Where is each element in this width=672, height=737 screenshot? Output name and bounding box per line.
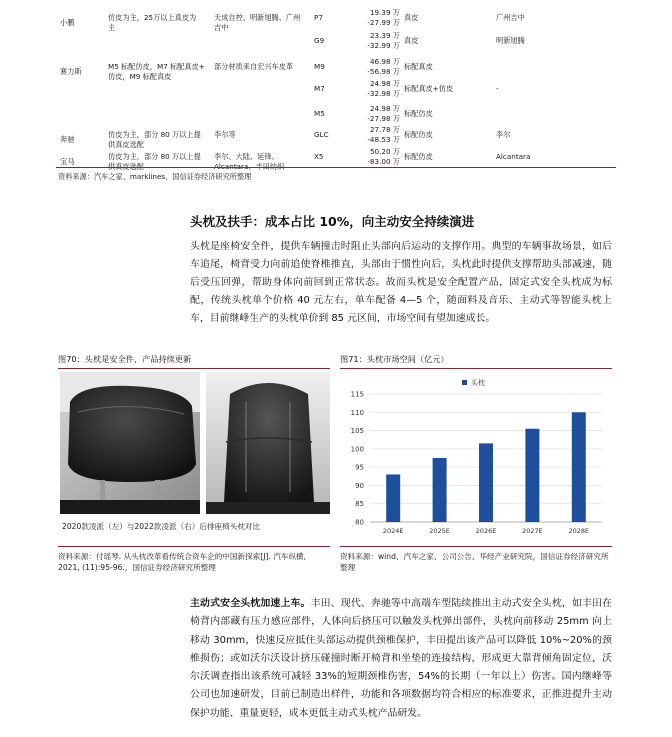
price-cell: 24.98 万 -32.98 万 bbox=[367, 79, 400, 98]
brand-cell: 奔驰 bbox=[60, 135, 75, 144]
fig71-top-rule bbox=[340, 368, 612, 369]
strategy-cell: M5 标配仿皮，M7 标配真皮+ 仿皮，M9 标配真皮 bbox=[108, 62, 205, 81]
x-tick-label: 2028E bbox=[568, 527, 590, 535]
material-cell: 标配仿皮 bbox=[404, 109, 433, 118]
direct-supplier-cell: 广州吉中 bbox=[496, 13, 525, 22]
material-cell: 标配仿皮 bbox=[404, 152, 433, 161]
material-cell: 标配真皮+仿皮 bbox=[404, 84, 454, 93]
supplier-cell: 天成自控、明新旭腾、广州 吉中 bbox=[214, 13, 301, 32]
y-tick-label: 80 bbox=[355, 518, 364, 527]
material-cell: 真皮 bbox=[404, 13, 419, 22]
supplier-cell: 部分材质来自宏兴车皮革 bbox=[214, 62, 294, 71]
legend-swatch bbox=[462, 380, 467, 385]
bar-2026E bbox=[479, 443, 493, 522]
y-tick-label: 90 bbox=[355, 481, 364, 490]
bar-2028E bbox=[572, 412, 586, 522]
model-cell: M9 bbox=[314, 62, 325, 71]
headrest-market-chart bbox=[340, 372, 610, 542]
y-tick-label: 85 bbox=[355, 500, 364, 509]
price-cell: 19.39 万 -27.99 万 bbox=[367, 8, 400, 27]
legend bbox=[462, 378, 485, 387]
direct-supplier-cell: 李尔 bbox=[496, 130, 511, 139]
material-cell: 标配真皮 bbox=[404, 62, 433, 71]
y-tick-label: 105 bbox=[350, 427, 364, 436]
model-cell: X5 bbox=[314, 152, 324, 161]
paragraph2-lead: 主动式安全头枕加速上车。 bbox=[190, 598, 311, 609]
strategy-cell: 仿皮为主，25万以上真皮为 主 bbox=[108, 13, 197, 32]
section-heading: 头枕及扶手：成本占比 10%，向主动安全持续演进 bbox=[190, 214, 475, 229]
material-cell: 标配仿皮 bbox=[404, 130, 433, 139]
fig70-top-rule bbox=[58, 368, 330, 369]
price-cell: 46.98 万 -56.98 万 bbox=[367, 57, 400, 76]
headrest-photo-2022 bbox=[206, 372, 330, 514]
x-tick-label: 2025E bbox=[429, 527, 450, 535]
paragraph-headrest-intro: 头枕是座椅安全件，提供车辆撞击时阻止头部向后运动的支撑作用。典型的车辆事故场景，如后车追尾，椅背受力向前追使脊椎推直，头部由于惯性向后，头枕此时提供支撑帮助头部减速，随后受压回弹，帮助身体向前回到正常状态。故而头枕是安全配置产品，固定式安全头枕成为标配，传统头枕单个价格 40 元左右，单车配备 4—5 个，随面料及音乐、主动式等智能头枕上车，目前继峰生产的头枕单价到 85 元区间，市场空间有望加速成长。 bbox=[190, 241, 612, 324]
paragraph2-body: 丰田、现代、奔驰等中高端车型陆续推出主动式安全头枕，如丰田在椅背内部藏有压力感应部件，人体向后挤压可以触发头枕弹出部件，头枕向前移动 25mm 向上移动 30mm，快速反应抵住头部运动提供颈椎保护，丰田提出该产品可以降低 10%~20%的颈椎损伤；或如沃尔沃设计挤压碰撞时断开椅背和坐垫的连接结构，形成更大靠背倾角固定位，沃尔沃调查指出该系统可减轻 33%的短期颈椎伤害，54%的长期（一年以上）伤害。国内继峰等公司也加速研发，目前已制造出样件，功能和各项数据均符合相应的标准要求，正推进提升主动保护功能、重量更轻，成本更低主动式头枕产品研发。 bbox=[190, 598, 612, 719]
price-cell: 50.20 万 -83.00 万 bbox=[367, 147, 400, 166]
price-cell: 27.78 万 -48.53 万 bbox=[367, 125, 400, 144]
model-cell: G9 bbox=[314, 36, 325, 45]
price-cell: 23.39 万 -32.99 万 bbox=[367, 31, 400, 50]
x-tick-label: 2024E bbox=[382, 527, 404, 535]
supplier-cell: 李尔等 bbox=[214, 130, 236, 139]
fig70-caption: 2020款凌派（左）与2022款凌派（右）后排座椅头枕对比 bbox=[62, 522, 261, 531]
table-source: 资料来源：汽车之家、marklines，国信证券经济研究所整理 bbox=[58, 172, 252, 181]
y-tick-label: 115 bbox=[350, 390, 364, 399]
x-tick-label: 2026E bbox=[475, 527, 497, 535]
model-cell: M5 bbox=[314, 109, 325, 118]
x-tick-label: 2027E bbox=[522, 527, 543, 535]
bar-2024E bbox=[386, 474, 400, 522]
fig71-source: 资料来源：wind、汽车之家、公司公告、华经产业研究院，国信证券经济研究所整理 bbox=[340, 552, 609, 572]
bar-2027E bbox=[525, 429, 539, 522]
headrest-photo-2020 bbox=[60, 372, 200, 514]
direct-supplier-cell: 明新旭腾 bbox=[496, 36, 525, 45]
y-tick-label: 95 bbox=[355, 463, 364, 472]
fig70-title: 图70：头枕是安全件，产品持续更新 bbox=[58, 354, 192, 364]
material-cell: 真皮 bbox=[404, 36, 419, 45]
direct-supplier-cell: - bbox=[496, 84, 499, 93]
chart-svg bbox=[340, 372, 610, 542]
fig70-bottom-rule bbox=[58, 546, 330, 547]
fig70-source: 资料来源：付瑶琴. 从头枕改革看传统合资车企的中国新探索[J]. 汽车纵横, 2021, (11):95-96.，国信证券经济研究所整理 bbox=[58, 552, 307, 572]
y-tick-labels bbox=[351, 391, 364, 527]
fig71-title: 图71：头枕市场空间（亿元） bbox=[340, 354, 449, 364]
supplier-cell: 李尔、大陆、延锋、 bbox=[214, 152, 279, 161]
model-cell: GLC bbox=[314, 130, 329, 139]
y-tick-label: 110 bbox=[350, 408, 364, 417]
model-cell: P7 bbox=[314, 13, 323, 22]
model-cell: M7 bbox=[314, 84, 325, 93]
direct-supplier-cell: Alcantara bbox=[496, 152, 531, 161]
brand-cell: 宝马 bbox=[60, 157, 75, 166]
paragraph-active-headrest bbox=[190, 595, 612, 723]
fig71-bottom-rule bbox=[340, 546, 612, 547]
legend-label: 头枕 bbox=[471, 379, 485, 387]
brand-cell: 赛力斯 bbox=[60, 67, 82, 76]
y-tick-label: 100 bbox=[350, 445, 364, 454]
strategy-cell: 仿皮为主，部分 80 万以上提 bbox=[108, 152, 201, 161]
strategy-cell: 仿皮为主，部分 80 万以上提 供真皮选配 bbox=[108, 130, 201, 149]
brand-cell: 小鹏 bbox=[60, 18, 75, 27]
table-bottom-rule bbox=[56, 167, 616, 168]
bar-2025E bbox=[433, 458, 447, 522]
price-cell: 24.98 万 -27.98 万 bbox=[367, 104, 400, 123]
x-tick-labels bbox=[383, 527, 589, 535]
